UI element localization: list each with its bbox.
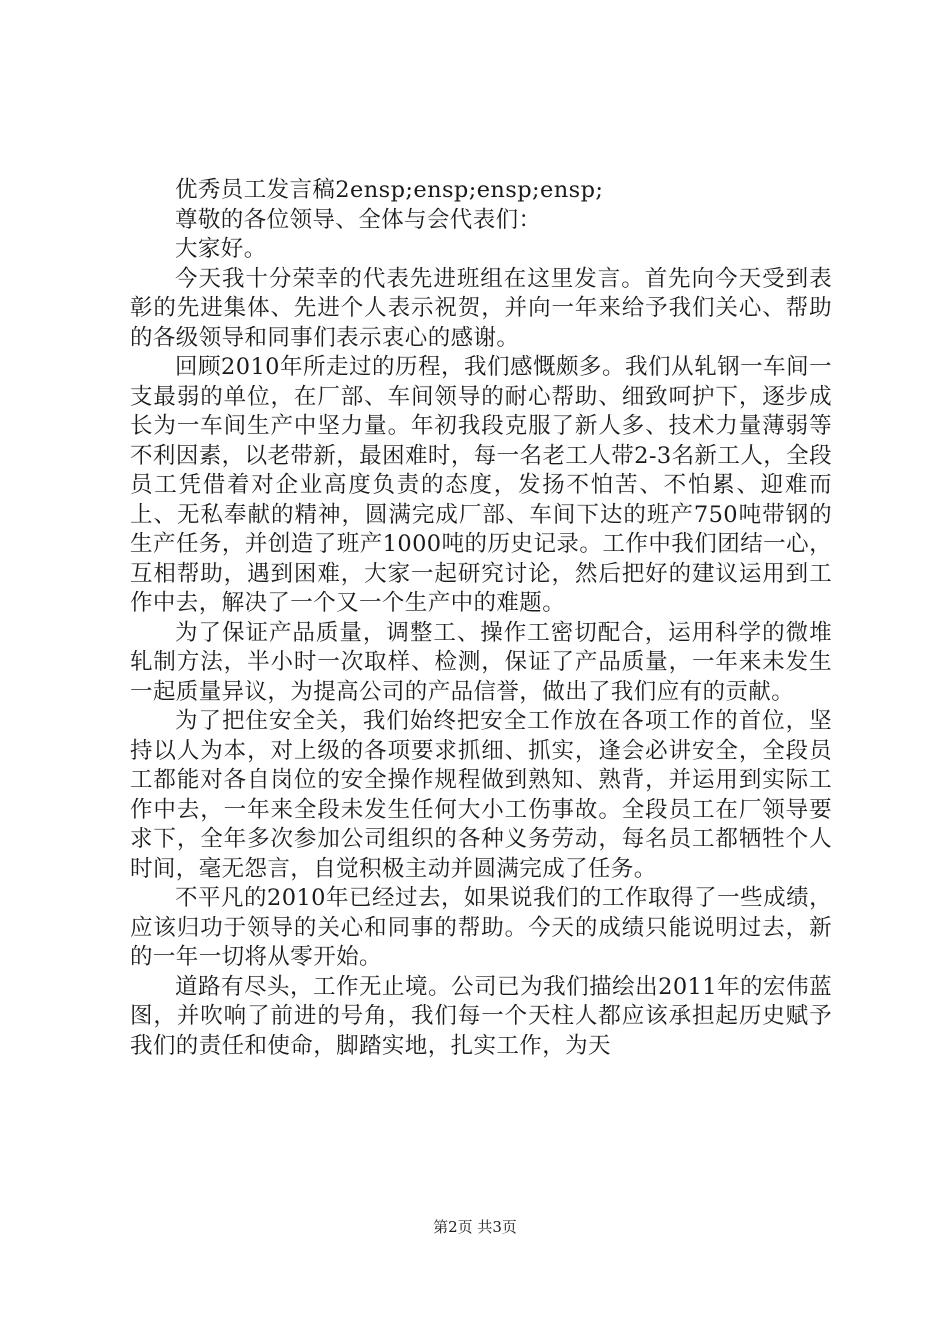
paragraph-achievements: 不平凡的2010年已经过去，如果说我们的工作取得了一些成绩，应该归功于领导的关心和同事的帮助。今天的成绩只能说明过去，新的一年一切将从零开始。 bbox=[130, 885, 832, 970]
paragraph-review-2010: 回顾2010年所走过的历程，我们感慨颇多。我们从轧钢一车间一支最弱的单位，在厂部、车间领导的耐心帮助、细致呵护下，逐步成长为一车间生产中坚力量。年初我段克服了新人多、技术力量薄弱等不利因素，以老带新，最困难时，每一名老工人带2-3名新工人，全段员工凭借着对企业高度负责的态度，发扬不怕苦、不怕累、迎难而上、无私奉献的精神，圆满完成厂部、车间下达的班产750吨带钢的生产任务，并创造了班产1000吨的历史记录。工作中我们团结一心，互相帮助，遇到困难，大家一起研究讨论，然后把好的建议运用到工作中去，解决了一个又一个生产中的难题。 bbox=[130, 354, 832, 616]
page-number-footer: 第2页 共3页 bbox=[433, 1218, 517, 1236]
greeting: 大家好。 bbox=[175, 236, 267, 262]
salutation: 尊敬的各位领导、全体与会代表们： bbox=[175, 206, 542, 233]
paragraph-quality: 为了保证产品质量，调整工、操作工密切配合，运用科学的微堆轧制方法，半小时一次取样、检测，保证了产品质量，一年来未发生一起质量异议，为提高公司的产品信誉，做出了我们应有的贡献。 bbox=[130, 619, 832, 705]
document-title-line: 优秀员工发言稿2ensp;ensp;ensp;ensp; bbox=[175, 177, 604, 203]
document-body bbox=[130, 176, 832, 1061]
paragraph-intro: 今天我十分荣幸的代表先进班组在这里发言。首先向今天受到表彰的先进集体、先进个人表示祝贺，并向一年来给予我们关心、帮助的各级领导和同事们表示衷心的感谢。 bbox=[130, 265, 832, 351]
paragraph-outlook-2011: 道路有尽头，工作无止境。公司已为我们描绘出2011年的宏伟蓝图，并吹响了前进的号角，我们每一个天柱人都应该承担起历史赋予我们的责任和使命，脚踏实地，扎实工作，为天 bbox=[130, 973, 832, 1059]
paragraph-safety: 为了把住安全关，我们始终把安全工作放在各项工作的首位，坚持以人为本，对上级的各项要求抓细、抓实，逢会必讲安全，全段员工都能对各自岗位的安全操作规程做到熟知、熟背，并运用到实际工作中去，一年来全段未发生任何大小工伤事故。全段员工在厂领导要求下，全年多次参加公司组织的各种义务劳动，每名员工都牺牲个人时间，毫无怨言，自觉积极主动并圆满完成了任务。 bbox=[130, 708, 832, 882]
